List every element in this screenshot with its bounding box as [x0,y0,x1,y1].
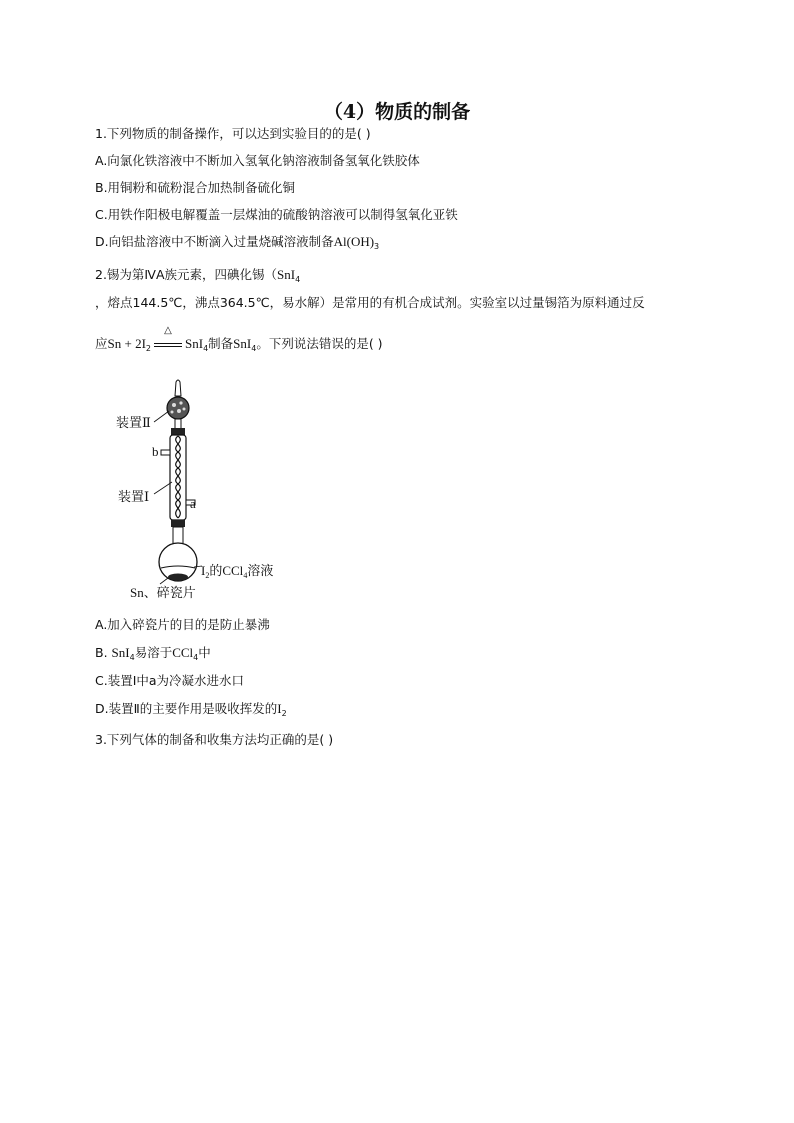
label-solution-sub1: 2 [205,571,210,580]
equation-left-sub: 2 [145,344,151,353]
q2-option-b-post: 中 [198,645,211,660]
q2-line3-mid: 制备 [208,336,234,351]
q2-option-d-formula: I [277,701,282,716]
q2-option-d-text: D.装置Ⅱ的主要作用是吸收挥发的 [95,701,278,716]
apparatus-figure [108,378,288,603]
q2-option-b-pre: B. [95,645,112,660]
equation-right-sub: 4 [203,344,209,353]
q1-option-d-formula: Al(OH) [333,234,375,249]
q2-option-d-sub: 2 [281,709,287,718]
q2-line3 [95,324,383,353]
q3-stem: 3.下列气体的制备和收集方法均正确的是( ) [95,732,334,747]
q2-line1-formula: SnI [277,267,296,282]
label-solution-sub2: 4 [243,571,248,580]
label-solution-i: I [201,563,206,578]
equation-left: Sn + 2I [107,336,146,351]
q2-option-d [95,701,287,717]
q2-line3-formula-sub: 4 [251,344,257,353]
label-device-1: 装置Ⅰ [118,489,150,504]
q2-option-a: A.加入碎瓷片的目的是防止暴沸 [95,617,270,632]
label-a: a [190,496,196,511]
q2-option-b-sub2: 4 [193,653,199,662]
page-title: （4）物质的制备 [323,101,471,123]
q2-line3-formula: SnI [233,336,252,351]
label-solution-ccl: 的CCl [209,563,244,578]
q2-line2: ，熔点144.5℃，沸点364.5℃，易水解）是常用的有机合成试剂。实验室以过量锡箔为原料通过反 [95,295,645,310]
q2-line1-sub: 4 [295,275,301,284]
q1-option-a: A.向氯化铁溶液中不断加入氢氧化钠溶液制备氢氧化铁胶体 [95,153,420,168]
q2-option-b-formula1: SnI [111,645,130,660]
q2-line3-pre: 应 [95,336,108,351]
q2-line3-post: 。下列说法错误的是( ) [256,336,383,351]
q2-option-c: C.装置Ⅰ中a为冷凝水进水口 [95,673,245,688]
q2-line1 [95,267,300,283]
label-solution [201,560,273,579]
label-solution-text: 溶液 [247,563,274,578]
equation-arrow [153,324,183,353]
q2-option-b [95,645,211,661]
q1-option-b: B.用铜粉和硫粉混合加热制备硫化铜 [95,180,296,195]
q2-option-b-sub1: 4 [129,653,135,662]
q1-option-d [95,234,379,250]
q1-stem: 1.下列物质的制备操作，可以达到实验目的的是( ) [95,126,371,141]
q1-option-d-sub: 3 [374,242,380,251]
label-b: b [152,444,159,459]
label-sn-chips: Sn、碎瓷片 [130,585,196,600]
equation-right: SnI [185,336,204,351]
q2-line1-text: 2.锡为第ⅣA族元素，四碘化锡（ [95,267,278,282]
q1-option-c: C.用铁作阳极电解覆盖一层煤油的硫酸钠溶液可以制得氢氧化亚铁 [95,207,458,222]
label-device-2: 装置Ⅱ [116,415,151,430]
q1-option-d-text: D.向铝盐溶液中不断滴入过量烧碱溶液制备 [95,234,334,249]
q2-option-b-formula2: CCl [172,645,194,660]
q2-option-b-mid: 易溶于 [134,645,173,660]
heat-condition: △ [164,324,172,336]
